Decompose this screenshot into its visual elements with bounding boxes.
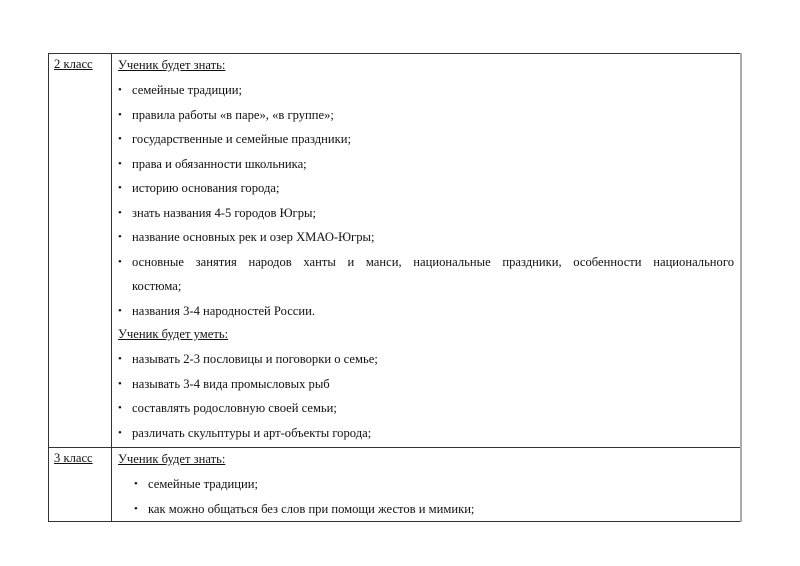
outcomes-cell xyxy=(112,54,742,448)
bullet-icon: • xyxy=(118,157,122,170)
bullet-icon: • xyxy=(118,402,122,414)
list-item: • семейные традиции; xyxy=(118,78,734,103)
outcomes-cell xyxy=(112,448,742,522)
curriculum-table xyxy=(48,53,742,522)
list-item: • основные занятия народов ханты и манси, национальные праздники, особенности национального костюма; xyxy=(118,250,734,299)
bullet-icon: • xyxy=(118,206,122,219)
know-list xyxy=(118,78,734,323)
bullet-icon: • xyxy=(118,377,122,390)
bullet-icon: • xyxy=(118,231,122,243)
grade-cell xyxy=(49,448,112,522)
know-list xyxy=(118,472,734,521)
section-heading-able: Ученик будет уметь: xyxy=(118,327,229,341)
bullet-icon: • xyxy=(134,478,138,490)
list-item: • названия 3-4 народностей России. xyxy=(118,299,734,324)
grade-label: 3 класс xyxy=(54,451,93,465)
list-item: • название основных рек и озер ХМАО-Югры; xyxy=(118,225,734,250)
bullet-icon: • xyxy=(118,133,122,145)
bullet-icon: • xyxy=(134,502,138,515)
bullet-icon: • xyxy=(118,108,122,121)
list-item: • составлять родословную своей семьи; xyxy=(118,396,734,421)
bullet-icon: • xyxy=(118,182,122,194)
bullet-icon: • xyxy=(118,353,122,365)
list-item: • называть 3-4 вида промысловых рыб xyxy=(118,372,734,397)
bullet-icon: • xyxy=(118,304,122,317)
list-item: • знать названия 4-5 городов Югры; xyxy=(118,201,734,226)
list-item: • историю основания города; xyxy=(118,176,734,201)
list-item: • семейные традиции; xyxy=(118,472,734,497)
table-row-grade-3 xyxy=(49,448,742,522)
bullet-icon: • xyxy=(118,255,122,268)
list-item: • различать скульптуры и арт-объекты города; xyxy=(118,421,734,446)
list-item: • государственные и семейные праздники; xyxy=(118,127,734,152)
bullet-icon: • xyxy=(118,426,122,439)
section-heading-know: Ученик будет знать: xyxy=(118,452,226,466)
able-list xyxy=(118,347,734,445)
list-item: • права и обязанности школьника; xyxy=(118,152,734,177)
table-row-grade-2 xyxy=(49,54,742,448)
bullet-icon: • xyxy=(118,84,122,96)
grade-label: 2 класс xyxy=(54,57,93,71)
list-item: • называть 2-3 пословицы и поговорки о семье; xyxy=(118,347,734,372)
section-heading-know: Ученик будет знать: xyxy=(118,58,226,72)
list-item: • правила работы «в паре», «в группе»; xyxy=(118,103,734,128)
grade-cell xyxy=(49,54,112,448)
list-item: • как можно общаться без слов при помощи жестов и мимики; xyxy=(118,497,734,522)
